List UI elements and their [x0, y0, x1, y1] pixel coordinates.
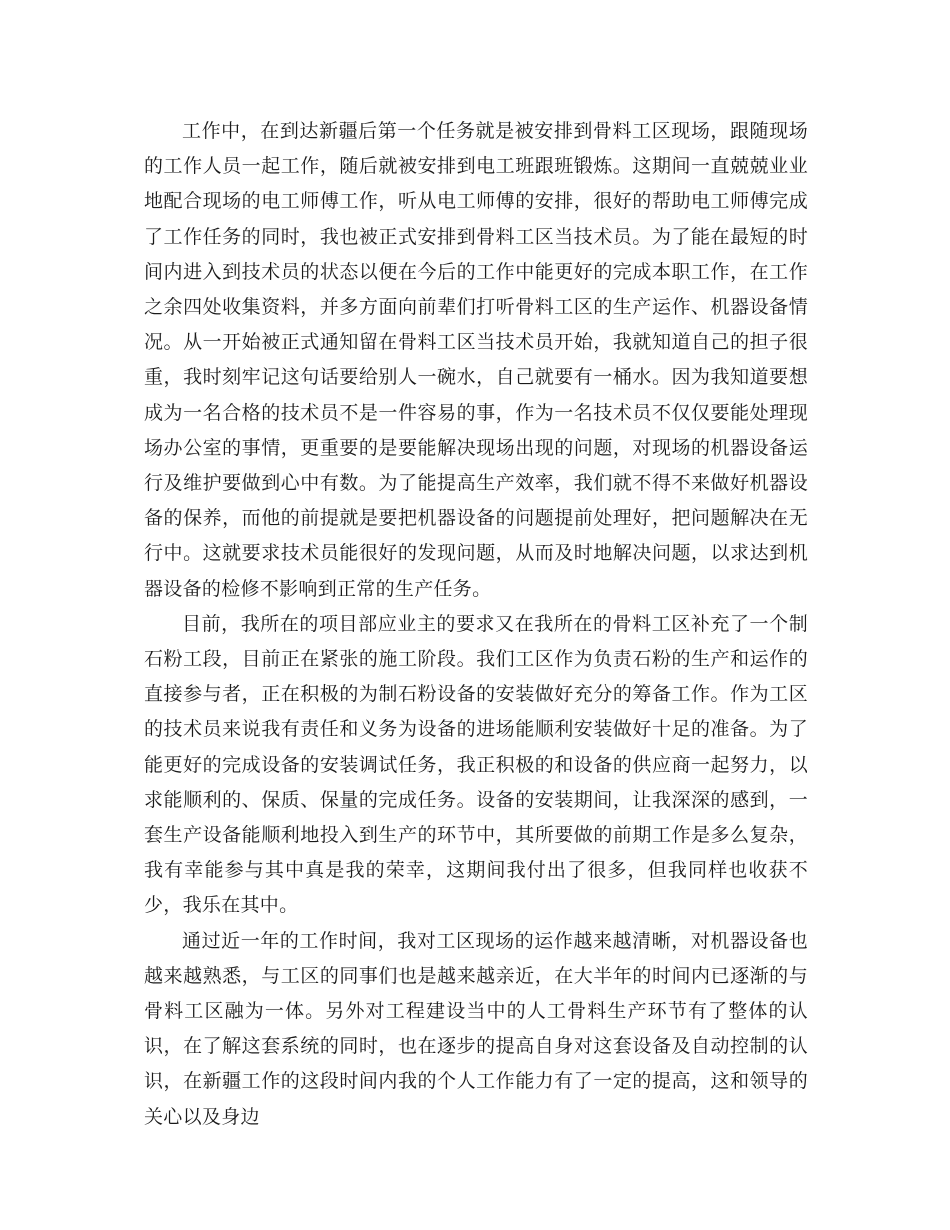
paragraph-year-summary: 通过近一年的工作时间，我对工区现场的运作越来越清晰，对机器设备也越来越熟悉，与工区的同事们也是越来越亲近，在大半年的时间内已逐渐的与骨料工区融为一体。另外对工程建设当中的人工骨料生产环节有了整体的认识，在了解这套系统的同时，也在逐步的提高自身对这套设备及自动控制的认识，在新疆工作的这段时间内我的个人工作能力有了一定的提高，这和领导的关心以及身边	[144, 929, 808, 1128]
paragraph-current-project: 目前，我所在的项目部应业主的要求又在我所在的骨料工区补充了一个制石粉工段，目前正在紧张的施工阶段。我们工区作为负责石粉的生产和运作的直接参与者，正在积极的为制石粉设备的安装做好充分的筹备工作。作为工区的技术员来说我有责任和义务为设备的进场能顺利安装做好十足的准备。为了能更好的完成设备的安装调试任务，我正积极的和设备的供应商一起努力，以求能顺利的、保质、保量的完成任务。设备的安装期间，让我深深的感到，一套生产设备能顺利地投入到生产的环节中，其所要做的前期工作是多么复杂，我有幸能参与其中真是我的荣幸，这期间我付出了很多，但我同样也收获不少，我乐在其中。	[144, 612, 808, 917]
document-body	[144, 114, 808, 1135]
paragraph-work-start: 工作中，在到达新疆后第一个任务就是被安排到骨料工区现场，跟随现场的工作人员一起工作，随后就被安排到电工班跟班锻炼。这期间一直兢兢业业地配合现场的电工师傅工作，听从电工师傅的安排，很好的帮助电工师傅完成了工作任务的同时，我也被正式安排到骨料工区当技术员。为了能在最短的时间内进入到技术员的状态以便在今后的工作中能更好的完成本职工作，在工作之余四处收集资料，并多方面向前辈们打听骨料工区的生产运作、机器设备情况。从一开始被正式通知留在骨料工区当技术员开始，我就知道自己的担子很重，我时刻牢记这句话要给别人一碗水，自己就要有一桶水。因为我知道要想成为一名合格的技术员不是一件容易的事，作为一名技术员不仅仅要能处理现场办公室的事情，更重要的是要能解决现场出现的问题，对现场的机器设备运行及维护要做到心中有数。为了能提高生产效率，我们就不得不来做好机器设备的保养，而他的前提就是要把机器设备的问题提前处理好，把问题解决在无行中。这就要求技术员能很好的发现问题，从而及时地解决问题，以求达到机器设备的检修不影响到正常的生产任务。	[144, 120, 808, 600]
